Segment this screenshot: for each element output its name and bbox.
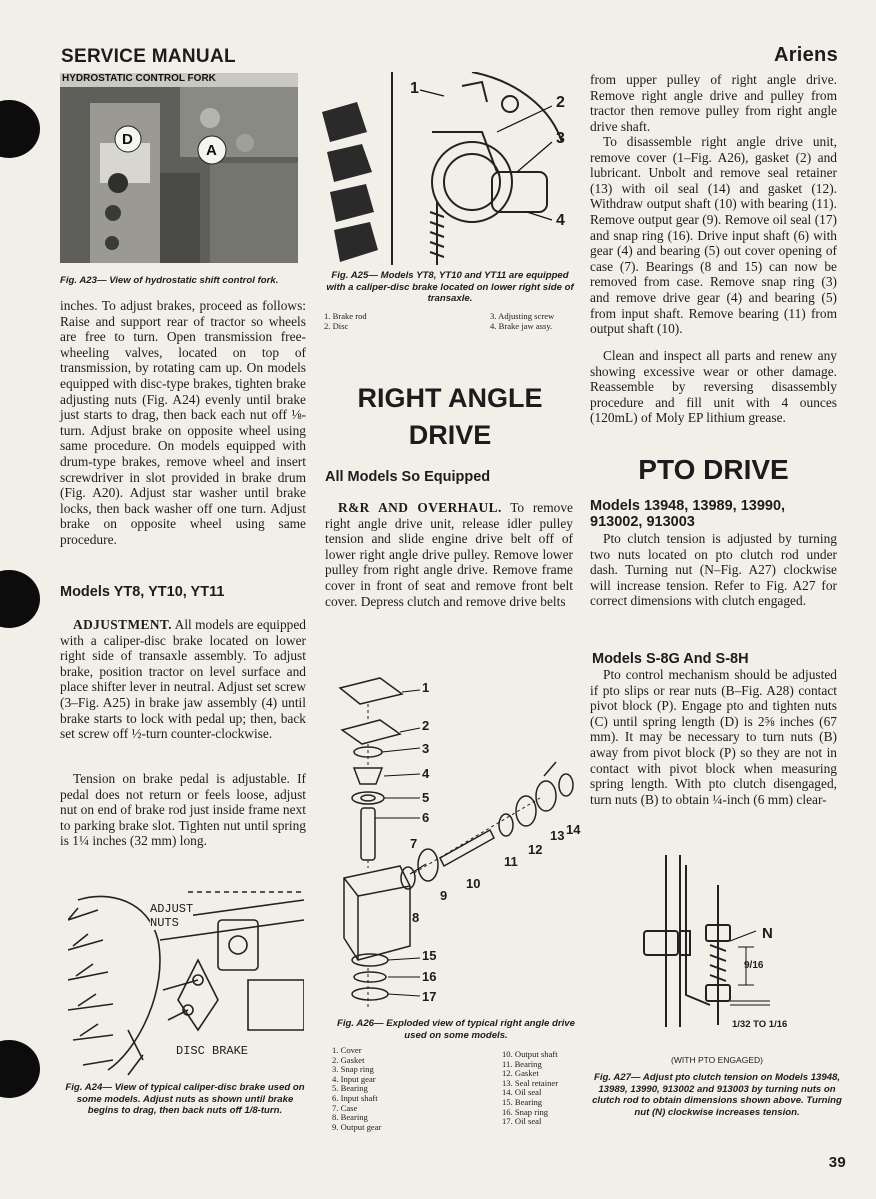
- fig-a26-callout-15: 15: [422, 948, 437, 963]
- fig-a26-callout-14: 14: [566, 822, 581, 837]
- heading-models-s8: Models S-8G And S-8H: [592, 651, 749, 667]
- rr-lead: R&R AND OVERHAUL.: [338, 500, 502, 515]
- legend-item: 3. Snap ring: [332, 1064, 374, 1075]
- fig-a27-dim-gap: 1/32 TO 1/16: [732, 1019, 788, 1030]
- legend-item: 16. Snap ring: [502, 1106, 549, 1117]
- heading-models-yt: Models YT8, YT10, YT11: [60, 584, 225, 600]
- fig-a26-callout-16: 16: [422, 969, 437, 984]
- fig-a27-caption: Fig. A27— Adjust pto clutch tension on Models 13948, 13989, 13990, 913002 and 913003 by turning nuts on clutch rod to obtain dimensions shown above. Turning nut (N) clockwise increases tension.: [592, 1072, 842, 1118]
- fig-a23-photo-label: HYDROSTATIC CONTROL FORK: [62, 73, 216, 84]
- adjustment-lead: ADJUSTMENT.: [73, 617, 173, 632]
- fig-a26-callout-13: 13: [550, 828, 565, 843]
- legend-item: 2. Gasket: [332, 1054, 365, 1065]
- fig-a23-label-d: D: [122, 131, 133, 148]
- header-left: SERVICE MANUAL: [61, 46, 236, 67]
- fig-a27-drawing: [620, 855, 820, 1030]
- fig-a24-caption: Fig. A24— View of typical caliper-disc brake used on some models. Adjust nuts as shown until brake begins to drag, then back nuts off 1/8-turn.: [65, 1082, 305, 1116]
- fig-a24-label-disc: DISC BRAKE: [176, 1044, 249, 1058]
- col3-paragraph-1: from upper pulley of right angle drive. Remove right angle drive and pulley from tractor then remove pulley from right angle drive shaft.: [590, 72, 837, 134]
- fig-a26-callout-17: 17: [422, 989, 437, 1004]
- col3-paragraph-2: To disassemble right angle drive unit, remove cover (1–Fig. A26), gasket (2) and lubricant. Unbolt and remove seal retainer (13) with oil seal (14) and gasket (12). Withdraw output shaft (10) with bearing (11). Remove output gear (9). Remove oil seal (17) and snap ring (16). Drive input shaft (6) with gear (4) and bearing (5) out cover opening of case (7). Bearings (8 and 15) can now be removed from case. Remove snap ring (3) and remove drive gear (4) and bearing (5) from input shaft. Remove bearing (11) from output shaft (10).: [590, 134, 837, 337]
- tension-paragraph: Tension on brake pedal is adjustable. If pedal does not return or feels loose, adjust nut on end of brake rod just inside frame next to parking brake slot. Tighten nut until spring is 1¼ inches (32 mm) long.: [60, 771, 306, 849]
- fig-a26-callout-1: 1: [422, 680, 430, 695]
- legend-item: 4. Brake jaw assy.: [490, 320, 553, 331]
- fig-a25-legend-left: [324, 312, 444, 331]
- legend-item: 11. Bearing: [502, 1058, 542, 1069]
- legend-item: 3. Adjusting screw: [490, 311, 555, 321]
- fig-a24-drawing: [68, 880, 304, 1076]
- fig-a26-drawing: [330, 668, 580, 1014]
- fig-a27-note: (WITH PTO ENGAGED): [671, 1055, 763, 1065]
- fig-a27-label-n: N: [762, 925, 773, 942]
- fig-a25-callout-4: 4: [556, 212, 565, 229]
- fig-a25-callout-3: 3: [556, 130, 565, 147]
- fig-a26-callout-4: 4: [422, 766, 430, 781]
- legend-item: 14. Oil seal: [502, 1087, 542, 1098]
- binder-hole: [0, 1040, 40, 1098]
- section-title-right-angle-drive: [322, 380, 578, 454]
- legend-item: 8. Bearing: [332, 1112, 368, 1123]
- header-right: Ariens: [773, 44, 838, 66]
- col3-paragraph-3: Clean and inspect all parts and renew any showing excessive wear or other damage. Reassemble by reversing disassembly procedure and fill unit with 4 ounces (120mL) of Moly EP lithium grease.: [590, 348, 837, 426]
- fig-a26-legend-left: [332, 1046, 482, 1132]
- legend-item: 7. Case: [332, 1102, 358, 1113]
- legend-item: 9. Output gear: [332, 1121, 382, 1132]
- legend-item: 1. Brake rod: [324, 311, 367, 321]
- fig-a26-callout-12: 12: [528, 842, 543, 857]
- legend-item: 12. Gasket: [502, 1068, 539, 1079]
- legend-item: 15. Bearing: [502, 1096, 543, 1107]
- fig-a26-callout-3: 3: [422, 741, 430, 756]
- fig-a26-legend-right: [502, 1050, 586, 1127]
- binder-hole: [0, 570, 40, 628]
- fig-a26-callout-2: 2: [422, 718, 430, 733]
- section-title-pto-drive: PTO DRIVE: [638, 454, 789, 485]
- page-number: 39: [828, 1154, 846, 1171]
- title-line-2: DRIVE: [408, 420, 492, 450]
- title-line-1: RIGHT ANGLE: [357, 383, 543, 413]
- fig-a24-label-nuts: NUTS: [150, 916, 179, 930]
- fig-a26-callout-5: 5: [422, 790, 430, 805]
- fig-a27-dim-916: 9/16: [744, 960, 764, 971]
- col1-paragraph: inches. To adjust brakes, proceed as follows: Raise and support rear of tractor so wheels are free to turn. Open transmission free-wheeling valves, located on top of transmission, by rotating cam up. On models equipped with disc-type brakes, tighten brake adjusting nuts (Fig. A24) evenly until brake just starts to drag, then back each nut off ⅛-turn. Adjust brake on opposite wheel using same procedure. On models equipped with drum-type brakes, remove wheel and insert screwdriver in slot provided in brake drum (Fig. A20). Adjust star washer until brake locks, then back washer off one turn. Adjust brake on opposite wheel using same procedure.: [60, 298, 306, 547]
- fig-a23-caption: Fig. A23— View of hydrostatic shift control fork.: [60, 275, 279, 286]
- rr-text: To remove right angle drive unit, release idler pulley tension and slide engine drive belt off of lower right angle drive pulley. Remove lower pulley from right angle drive. Remove frame cover in front of seat and remove front belt cover. Depress clutch and remove drive belts: [325, 500, 573, 609]
- fig-a26-callout-8: 8: [412, 910, 420, 925]
- legend-item: 10. Output shaft: [502, 1049, 558, 1059]
- fig-a26-callout-6: 6: [422, 810, 430, 825]
- fig-a24-adjust-nuts-label: [150, 902, 193, 930]
- fig-a26-caption: Fig. A26— Exploded view of typical right angle drive used on some models.: [337, 1018, 575, 1041]
- adjustment-text: All models are equipped with a caliper-disc brake located on lower right side of transaxle assembly. To adjust brake, position tractor on level surface and place shifter lever in neutral. Adjust set screw (3–Fig. A25) in brake jaw assembly (4) until brake starts to lock with pedal up; then, back set screw off ½-turn counter-clockwise.: [60, 617, 306, 742]
- fig-a26-callout-11: 11: [504, 854, 518, 869]
- fig-a25-callout-2: 2: [556, 94, 565, 111]
- pto-paragraph: Pto clutch tension is adjusted by turning two nuts located on pto clutch rod under dash. Turning nut (N–Fig. A27) clockwise will increase tension. Refer to Fig. A27 for correct dimensions with clutch engaged.: [590, 531, 837, 609]
- fig-a25-caption: Fig. A25— Models YT8, YT10 and YT11 are equipped with a caliper-disc brake located on lower right side of transaxle.: [326, 270, 574, 304]
- fig-a25-legend-right: [490, 312, 590, 331]
- fig-a26-callout-10: 10: [466, 876, 481, 891]
- adjustment-paragraph: [60, 617, 306, 742]
- legend-item: 5. Bearing: [332, 1083, 368, 1094]
- fig-a26-callout-9: 9: [440, 888, 448, 903]
- fig-a23-photo: [60, 73, 298, 263]
- legend-item: 2. Disc: [324, 320, 349, 331]
- fig-a24-label-adjust: ADJUST: [150, 902, 194, 916]
- legend-item: 13. Seal retainer: [502, 1077, 559, 1088]
- fig-a25-drawing: [322, 72, 578, 265]
- subheading-all-models: All Models So Equipped: [325, 469, 491, 485]
- fig-a25-callout-1: 1: [410, 80, 419, 97]
- fig-a23-label-a: A: [206, 142, 217, 159]
- legend-item: 4. Input gear: [332, 1073, 376, 1084]
- binder-hole: [0, 100, 40, 158]
- legend-item: 6. Input shaft: [332, 1092, 378, 1103]
- s8-paragraph: Pto control mechanism should be adjusted if pto slips or rear nuts (B–Fig. A28) contact pivot block (P). Engage pto and tighten nuts (C) until spring length (D) is 2⅝ inches (67 mm). It may be necessary to turn nuts (B) away from pivot block (P) so they are not in contact with pivot block when measuring spring length. With pto clutch disengaged, turn nuts (B) to obtain ¼-inch (6 mm) clear-: [590, 667, 837, 807]
- legend-item: 1. Cover: [332, 1045, 362, 1055]
- heading-models-13948: Models 13948, 13989, 13990, 913002, 913003: [590, 498, 786, 530]
- fig-a26-callout-7: 7: [410, 836, 418, 851]
- rr-overhaul-paragraph: [325, 500, 573, 609]
- legend-item: 17. Oil seal: [502, 1116, 542, 1127]
